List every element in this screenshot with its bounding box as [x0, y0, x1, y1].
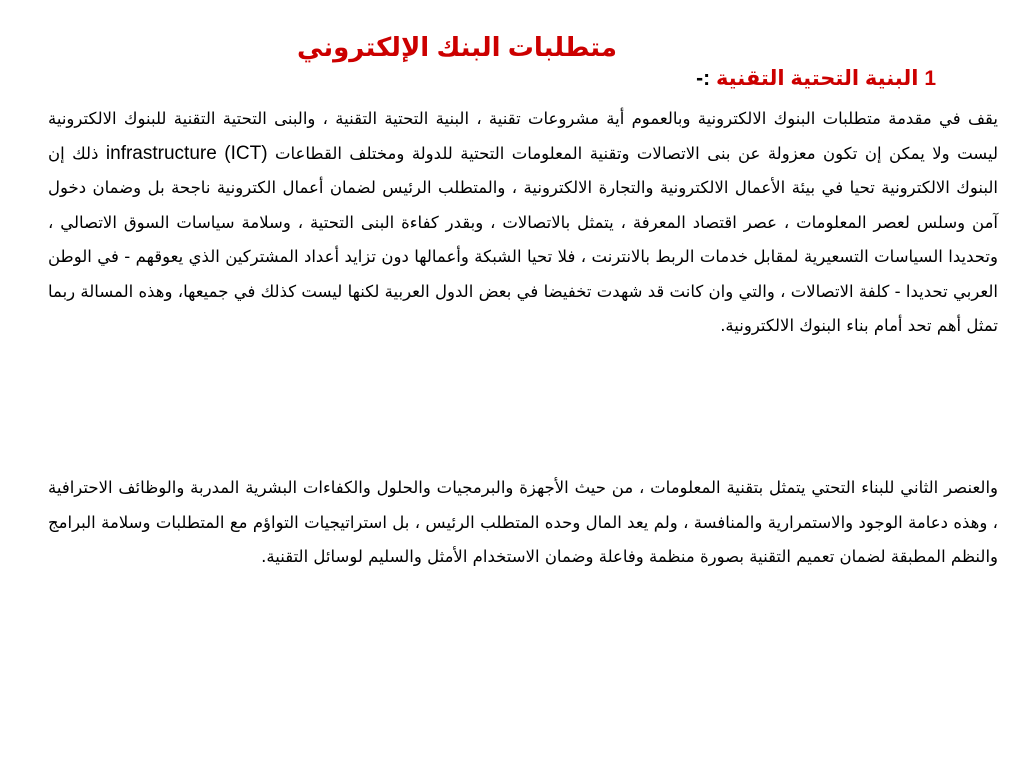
- section-number: 1: [924, 67, 936, 90]
- page-title: متطلبات البنك الإلكتروني: [297, 32, 617, 62]
- section-label: البنية التحتية التقنية: [715, 67, 919, 90]
- section-separator: :-: [696, 67, 711, 90]
- ict-term: infrastructure (ICT): [105, 142, 268, 164]
- paragraph-1-after-term: ذلك إن البنوك الالكترونية تحيا في بيئة الأعمال الالكترونية والتجارة الالكترونية ، والمتطلب الرئيس لضمان أعمال الكترونية ناجحة بل وضمان دخول آمن وسلس لعصر المعلومات ، عصر اقتصاد المعرفة ، يتمثل بالاتصالات ، وبقدر كفاءة البنى التحتية ، وسلامة سياسات السوق الاتصالي ، وتحديدا السياسات التسعيرية لمقابل خدمات الربط بالانترنت ، فلا تحيا الشبكة وأعمالها دون تزايد أعداد المشتركين الذي يعوقهم - في الوطن العربي تحديدا - كلفة الاتصالات ، والتي وان كانت قد شهدت تخفيضا في بعض الدول العربية لكنها ليست كذلك في جميعها، وهذه المسالة ربما تمثل أهم تحد أمام بناء البنوك الالكترونية.: [48, 143, 998, 335]
- section-heading: [696, 66, 936, 91]
- paragraph-1-before-term: يقف في مقدمة متطلبات البنوك الالكترونية وبالعموم أية مشروعات تقنية ، البنية التحتية التقنية ، والبنى التحتية التقنية للبنوك الالكترونية ليست ولا يمكن إن تكون معزولة عن بنى الاتصالات وتقنية المعلومات التحتية للدولة ومختلف القطاعات: [48, 109, 999, 163]
- paragraph-infrastructure: [48, 102, 998, 344]
- paragraph-information-technology: والعنصر الثاني للبناء التحتي يتمثل بتقنية المعلومات ، من حيث الأجهزة والبرمجيات والحلول والكفاءات البشرية المدربة والوظائف الاحترافية ، وهذه دعامة الوجود والاستمرارية والمنافسة ، ولم يعد المال وحده المتطلب الرئيس ، بل استراتيجيات التواؤم مع المتطلبات وسلامة البرامج والنظم المطبقة لضمان تعميم التقنية بصورة منظمة وفاعلة وضمان الاستخدام الأمثل والسليم لوسائل التقنية.: [48, 478, 998, 566]
